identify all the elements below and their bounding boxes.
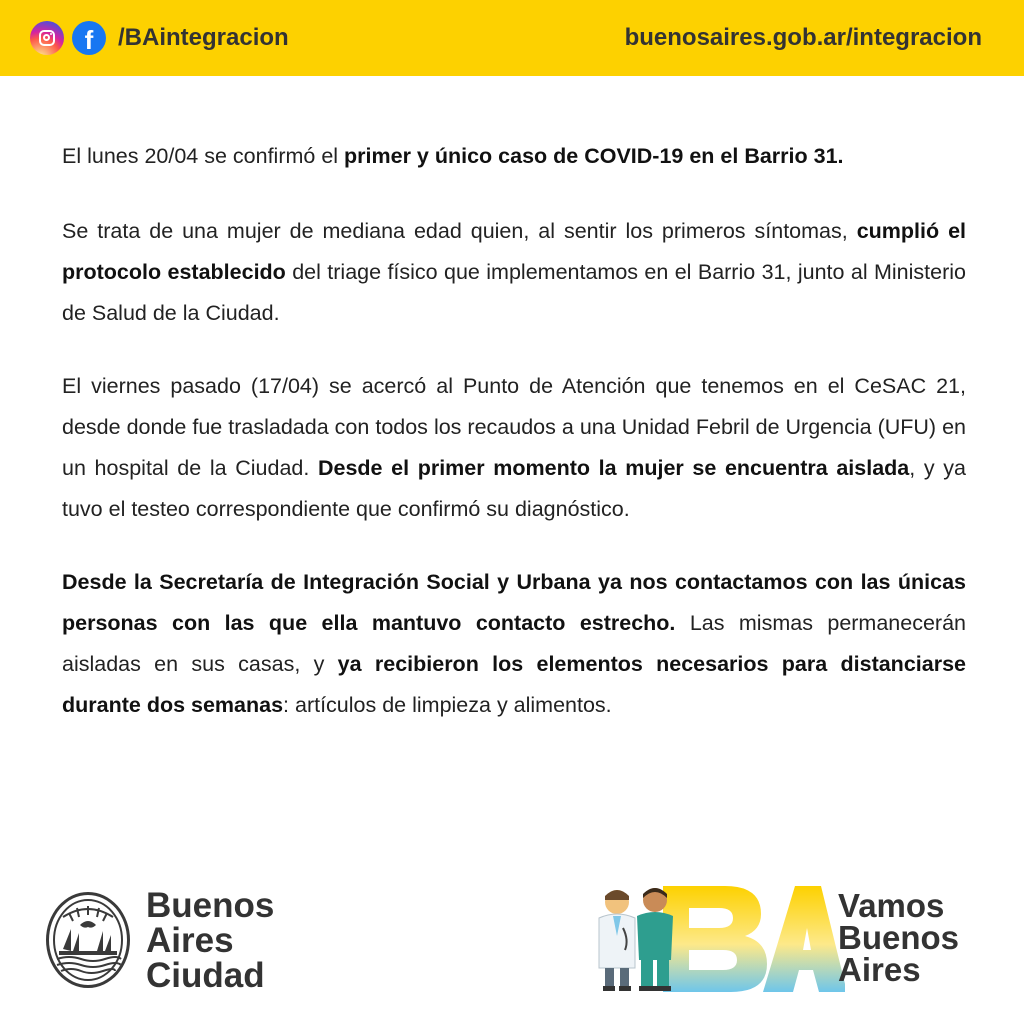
bold-text: cumplió el protocolo establecido: [62, 219, 966, 284]
vamos-buenos-aires-logo: [585, 880, 995, 1000]
city-seal-icon: [46, 892, 130, 988]
facebook-icon[interactable]: f: [72, 21, 106, 55]
body-text: , y ya tuvo el testeo correspondiente que confirmó su diagnóstico.: [62, 456, 966, 521]
paragraph-3: [62, 366, 966, 530]
body-text: del triage físico que implementamos en el Barrio 31, junto al Ministerio de Salud de la Ciudad.: [62, 260, 966, 325]
website-link[interactable]: buenosaires.gob.ar/integracion: [624, 24, 982, 51]
body-text: Se trata de una mujer de mediana edad quien, al sentir los primeros síntomas,: [62, 219, 857, 243]
social-handle[interactable]: /BAintegracion: [118, 24, 289, 51]
top-bar: [0, 0, 1024, 76]
doctor-illustration: [599, 890, 635, 991]
announcement-body: [62, 136, 966, 758]
body-text: El viernes pasado (17/04) se acercó al Punto de Atención que tenemos en el CeSAC 21, desde donde fue trasladada con todos los recaudos a una Unidad Febril de Urgencia (UFU) en un hospital de la Ciudad.: [62, 374, 966, 480]
buenos-aires-ciudad-text: Buenos Aires Ciudad: [146, 885, 275, 995]
bold-text: Desde el primer momento la mujer se encuentra aislada: [317, 456, 910, 480]
paragraph-4: [62, 562, 966, 726]
body-text: El lunes 20/04 se confirmó el: [62, 144, 345, 168]
body-text: Las mismas permanecerán aisladas en sus casas, y: [62, 611, 966, 676]
body-text: : artículos de limpieza y alimentos.: [283, 693, 612, 717]
bold-text: primer y único caso de COVID-19 en el Barrio 31.: [344, 144, 844, 168]
paragraph-2: [62, 211, 966, 334]
paragraph-1: [62, 136, 966, 177]
bold-text: ya recibieron los elementos necesarios para distanciarse durante dos semanas: [62, 652, 966, 717]
instagram-icon[interactable]: [30, 21, 64, 55]
vamos-buenos-aires-text: Vamos Buenos Aires: [838, 887, 960, 988]
social-links: [30, 21, 289, 55]
buenos-aires-ciudad-logo: [46, 884, 346, 996]
ba-letters-icon: [585, 880, 845, 1000]
bold-text: Desde la Secretaría de Integración Social y Urbana ya nos contactamos con las únicas personas con las que ella mantuvo contacto estrecho.: [62, 570, 966, 635]
